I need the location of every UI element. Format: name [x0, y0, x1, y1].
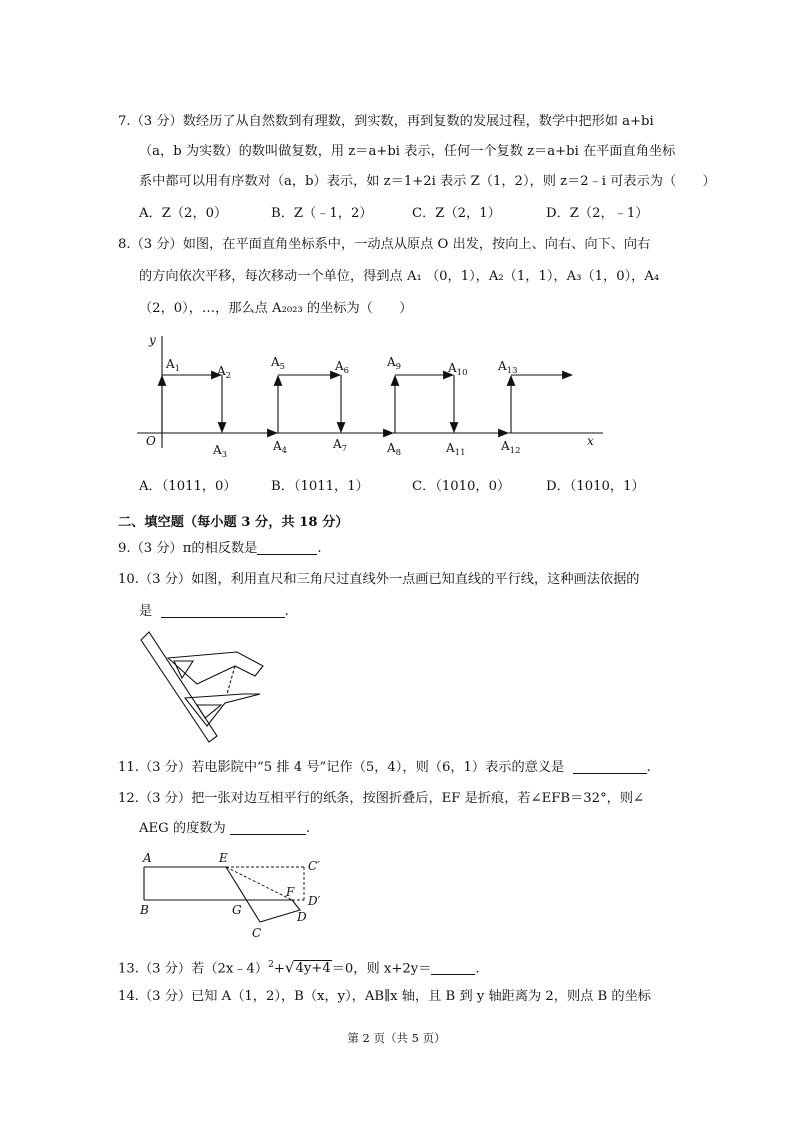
- q13-pre: 13.（3 分）若（2x﹣4）: [118, 961, 269, 977]
- q12-label-c-prime: C′: [308, 859, 320, 873]
- q8-option-c: C．（1010，0）: [412, 479, 511, 494]
- q10-end: .: [284, 604, 289, 619]
- q12-line2: [139, 820, 310, 838]
- q8-label-a2: $A_2$: [217, 364, 232, 381]
- q13-answer-blank[interactable]: [431, 960, 475, 975]
- q13-post: ＝0，则 x+2y＝: [331, 961, 432, 977]
- q8-label-a5: $A_5$: [271, 355, 286, 372]
- q8-label-a6: $A_6$: [335, 359, 350, 376]
- q11-end: .: [646, 760, 651, 775]
- q7-option-d: D．Z（2，﹣1）: [546, 206, 649, 221]
- q10-line2-text: 是: [139, 604, 153, 619]
- q8-label-a4: $A_4$: [273, 439, 288, 456]
- q7-line3: 系中都可以用有序数对（a，b）表示，如 z＝1+2i 表示 Z（1，2），则 z＝2﹣i 可表示为（ ）: [139, 174, 716, 189]
- q11: [118, 759, 651, 777]
- q12-label-f: F: [286, 885, 295, 899]
- q10-ruler-figure: [135, 628, 270, 746]
- q8-label-x: x: [587, 434, 594, 448]
- q8-label-a9: $A_9$: [387, 355, 402, 372]
- q13-plus: +: [273, 961, 285, 977]
- q11-answer-blank[interactable]: [573, 759, 647, 774]
- q12-line2-text: AEG 的度数为: [139, 821, 226, 836]
- q10-line1: 10.（3 分）如图，利用直尺和三角尺过直线外一点画已知直线的平行线，这种画法依据的: [118, 572, 640, 587]
- q8-option-d: D．（1010，1）: [546, 479, 645, 494]
- q7-line1: 7.（3 分）数经历了从自然数到有理数，到实数，再到复数的发展过程，数学中把形如 a+bi: [118, 114, 654, 129]
- page-footer: 第 2 页（共 5 页）: [347, 1031, 446, 1045]
- q8-label-a10: $A_{10}$: [448, 361, 468, 378]
- q8-line3: （2，0），…，那么点 A₂₀₂₃ 的坐标为（ ）: [139, 301, 413, 316]
- q13: [118, 956, 480, 978]
- q12-fold-figure: [136, 848, 336, 944]
- q12-line1: 12.（3 分）把一张对边互相平行的纸条，按图折叠后，EF 是折痕，若∠EFB＝32°，则∠: [118, 791, 645, 806]
- q8-option-a: A．（1011，0）: [139, 479, 237, 494]
- q8-path-figure: [135, 328, 615, 458]
- q7-option-a: A．Z（2，0）: [139, 206, 228, 221]
- q7-option-b: B．Z（﹣1，2）: [271, 206, 373, 221]
- q12-label-b: B: [140, 903, 149, 917]
- q7-option-c: C．Z（2，1）: [412, 206, 501, 221]
- q8-label-o: O: [146, 434, 156, 448]
- q9: [118, 540, 322, 558]
- q8-line1: 8.（3 分）如图，在平面直角坐标系中，一动点从原点 O 出发，按向上、向右、向下、向右: [118, 237, 651, 252]
- q10-line2: [139, 603, 289, 621]
- q8-label-a12: $A_{12}$: [501, 439, 521, 456]
- q12-label-d-prime: D′: [308, 894, 321, 908]
- q12-label-a: A: [143, 851, 152, 865]
- q8-line2: 的方向依次平移，每次移动一个单位，得到点 A₁ （0，1），A₂（1，1），A₃（1，0），A₄: [139, 269, 660, 284]
- q8-label-a7: $A_7$: [333, 437, 348, 454]
- q8-option-b: B．（1011，1）: [271, 479, 369, 494]
- q8-label-y: y: [149, 333, 156, 347]
- q9-end: .: [317, 541, 322, 556]
- q8-label-a11: $A_{11}$: [446, 441, 466, 458]
- q13-radicand: 4y+4: [295, 961, 331, 977]
- section-title: 二、填空题（每小题 3 分，共 18 分）: [118, 515, 349, 530]
- q12-answer-blank[interactable]: [230, 820, 306, 835]
- q12-end: .: [305, 821, 311, 836]
- q13-end: .: [475, 961, 480, 977]
- q8-label-a8: $A_8$: [387, 441, 402, 458]
- q8-label-a3: $A_3$: [213, 443, 228, 458]
- q7-line2: （a，b 为实数）的数叫做复数，用 z＝a+bi 表示，任何一个复数 z＝a+bi 在平面直角坐标: [139, 144, 676, 159]
- q14-line1: 14.（3 分）已知 A（1，2），B（x，y），AB∥x 轴，且 B 到 y 轴距离为 2，则点 B 的坐标: [118, 989, 651, 1004]
- q13-sup: 2: [268, 960, 274, 970]
- q12-label-c: C: [252, 926, 262, 940]
- q8-label-a1: $A_1$: [166, 357, 181, 374]
- q11-text: 11.（3 分）若电影院中“5 排 4 号”记作（5，4），则（6，1）表示的意义是: [118, 760, 565, 775]
- q12-label-g: G: [232, 903, 242, 917]
- q8-label-a13: $A_{13}$: [498, 359, 518, 376]
- q10-answer-blank[interactable]: [161, 603, 285, 618]
- q9-answer-blank[interactable]: [257, 540, 317, 555]
- q12-label-e: E: [219, 851, 228, 865]
- q9-text: 9.（3 分）π的相反数是: [118, 541, 258, 556]
- q12-label-d: D: [297, 910, 307, 924]
- q13-sqrt-sign: √: [284, 958, 295, 977]
